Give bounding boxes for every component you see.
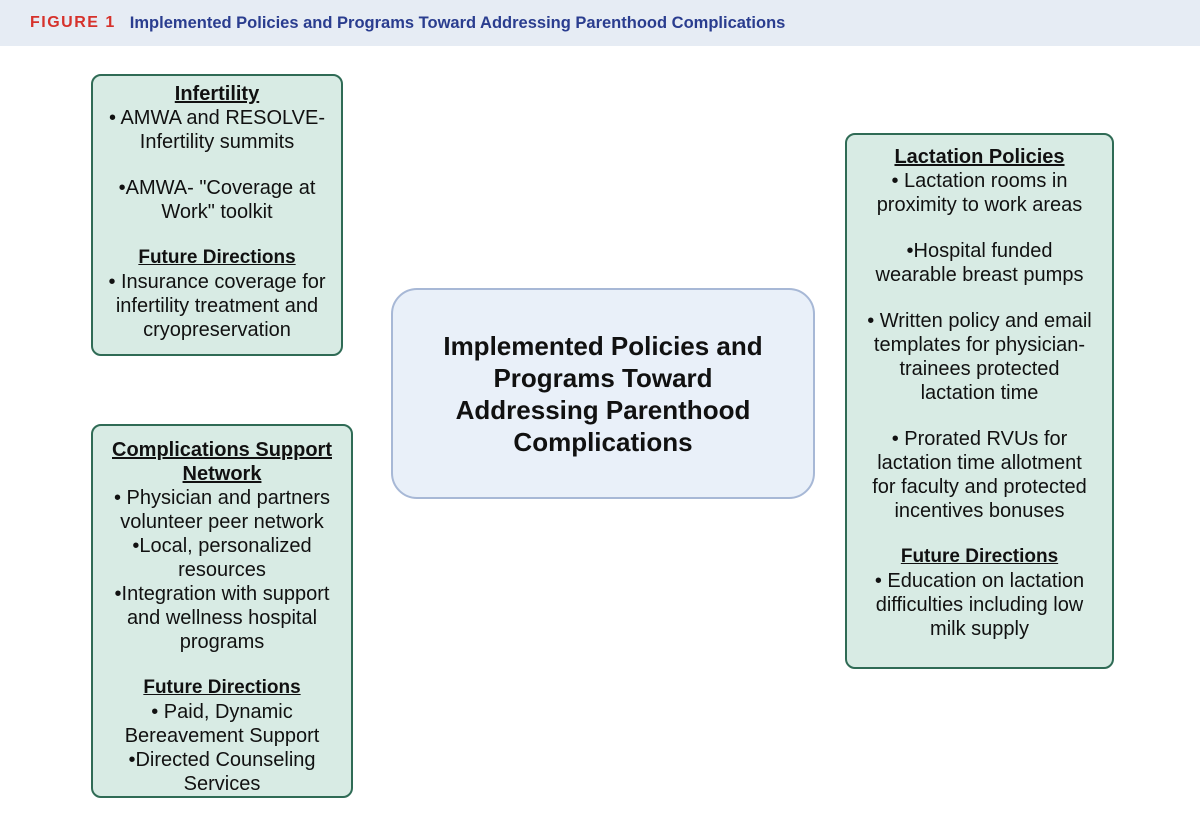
complications-future-title: Future Directions (143, 677, 301, 698)
lactation-title: Lactation Policies (894, 146, 1065, 168)
lactation-future-title: Future Directions (900, 546, 1059, 567)
infertility-box (91, 74, 343, 356)
lactation-item-written-policy: • Written policy and email templates for physician- trainees protected lactation time (867, 310, 1092, 404)
lactation-item-pumps: •Hospital funded wearable breast pumps (875, 240, 1084, 286)
complications-future-items: • Paid, Dynamic Bereavement Support •Directed Counseling Services (124, 701, 320, 795)
figure-label: FIGURE 1 (30, 14, 116, 31)
infertility-item-toolkit: •AMWA- "Coverage at Work" toolkit (118, 177, 316, 223)
infertility-item-summits: • AMWA and RESOLVE- Infertility summits (109, 107, 325, 153)
complications-items: • Physician and partners volunteer peer network •Local, personalized resources •Integration with support and wellness hospital programs (113, 487, 330, 653)
figure-title: Implemented Policies and Programs Toward Addressing Parenthood Complications (129, 13, 786, 32)
complications-support-box (91, 424, 353, 798)
center-title: Implemented Policies and Programs Toward Addressing Parenthood Complications (443, 330, 763, 457)
infertility-title: Infertility (174, 83, 260, 105)
lactation-future-items: • Education on lactation difficulties including low milk supply (874, 570, 1085, 640)
lactation-item-rvus: • Prorated RVUs for lactation time allotment for faculty and protected incentives bonuses (872, 428, 1087, 522)
lactation-item-rooms: • Lactation rooms in proximity to work areas (876, 170, 1083, 216)
lactation-policies-box (845, 133, 1114, 669)
complications-title: Complications Support Network (112, 439, 332, 485)
center-title-box (391, 288, 815, 499)
infertility-future-item: • Insurance coverage for infertility treatment and cryopreservation (108, 271, 326, 341)
infertility-future-title: Future Directions (138, 247, 296, 268)
figure-header (0, 0, 1200, 46)
